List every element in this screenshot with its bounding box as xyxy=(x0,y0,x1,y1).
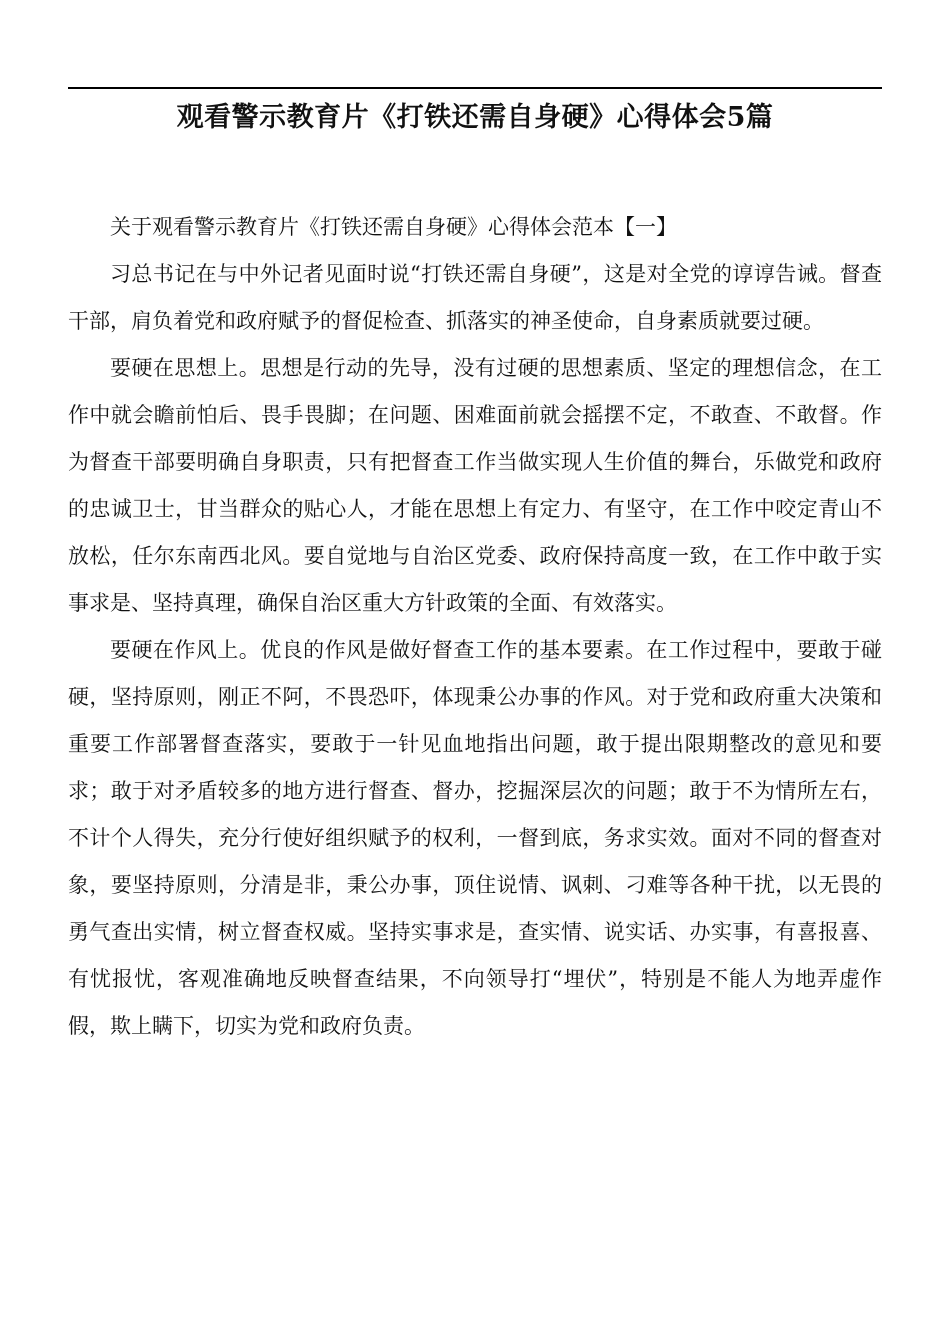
section-heading: 关于观看警示教育片《打铁还需自身硬》心得体会范本【一】 xyxy=(110,215,677,239)
document-title: 观看警示教育片《打铁还需自身硬》心得体会5篇 xyxy=(176,102,774,133)
paragraph-3: 要硬在作风上。优良的作风是做好督查工作的基本要素。在工作过程中，要敢于碰硬，坚持原则，刚正不阿，不畏恐吓，体现秉公办事的作风。对于党和政府重大决策和重要工作部署督查落实，要敢于一针见血地指出问题，敢于提出限期整改的意见和要求；敢于对矛盾较多的地方进行督查、督办，挖掘深层次的问题；敢于不为情所左右，不计个人得失，充分行使好组织赋予的权利，一督到底，务求实效。面对不同的督查对象，要坚持原则，分清是非，秉公办事，顶住说情、讽刺、刁难等各种干扰，以无畏的勇气查出实情，树立督查权威。坚持实事求是，查实情、说实话、办实事，有喜报喜、有忧报忧，客观准确地反映督查结果，不向领导打“埋伏”，特别是不能人为地弄虚作假，欺上瞒下，切实为党和政府负责。 xyxy=(68,638,882,1038)
document-body xyxy=(68,204,882,1050)
paragraph-2: 要硬在思想上。思想是行动的先导，没有过硬的思想素质、坚定的理想信念，在工作中就会瞻前怕后、畏手畏脚；在问题、困难面前就会摇摆不定，不敢查、不敢督。作为督查干部要明确自身职责，只有把督查工作当做实现人生价值的舞台，乐做党和政府的忠诚卫士，甘当群众的贴心人，才能在思想上有定力、有坚守，在工作中咬定青山不放松，任尔东南西北风。要自觉地与自治区党委、政府保持高度一致，在工作中敢于实事求是、坚持真理，确保自治区重大方针政策的全面、有效落实。 xyxy=(68,356,882,615)
header-rule xyxy=(68,87,882,89)
paragraph-1: 习总书记在与中外记者见面时说“打铁还需自身硬”，这是对全党的谆谆告诫。督查干部，肩负着党和政府赋予的督促检查、抓落实的神圣使命，自身素质就要过硬。 xyxy=(68,262,882,333)
